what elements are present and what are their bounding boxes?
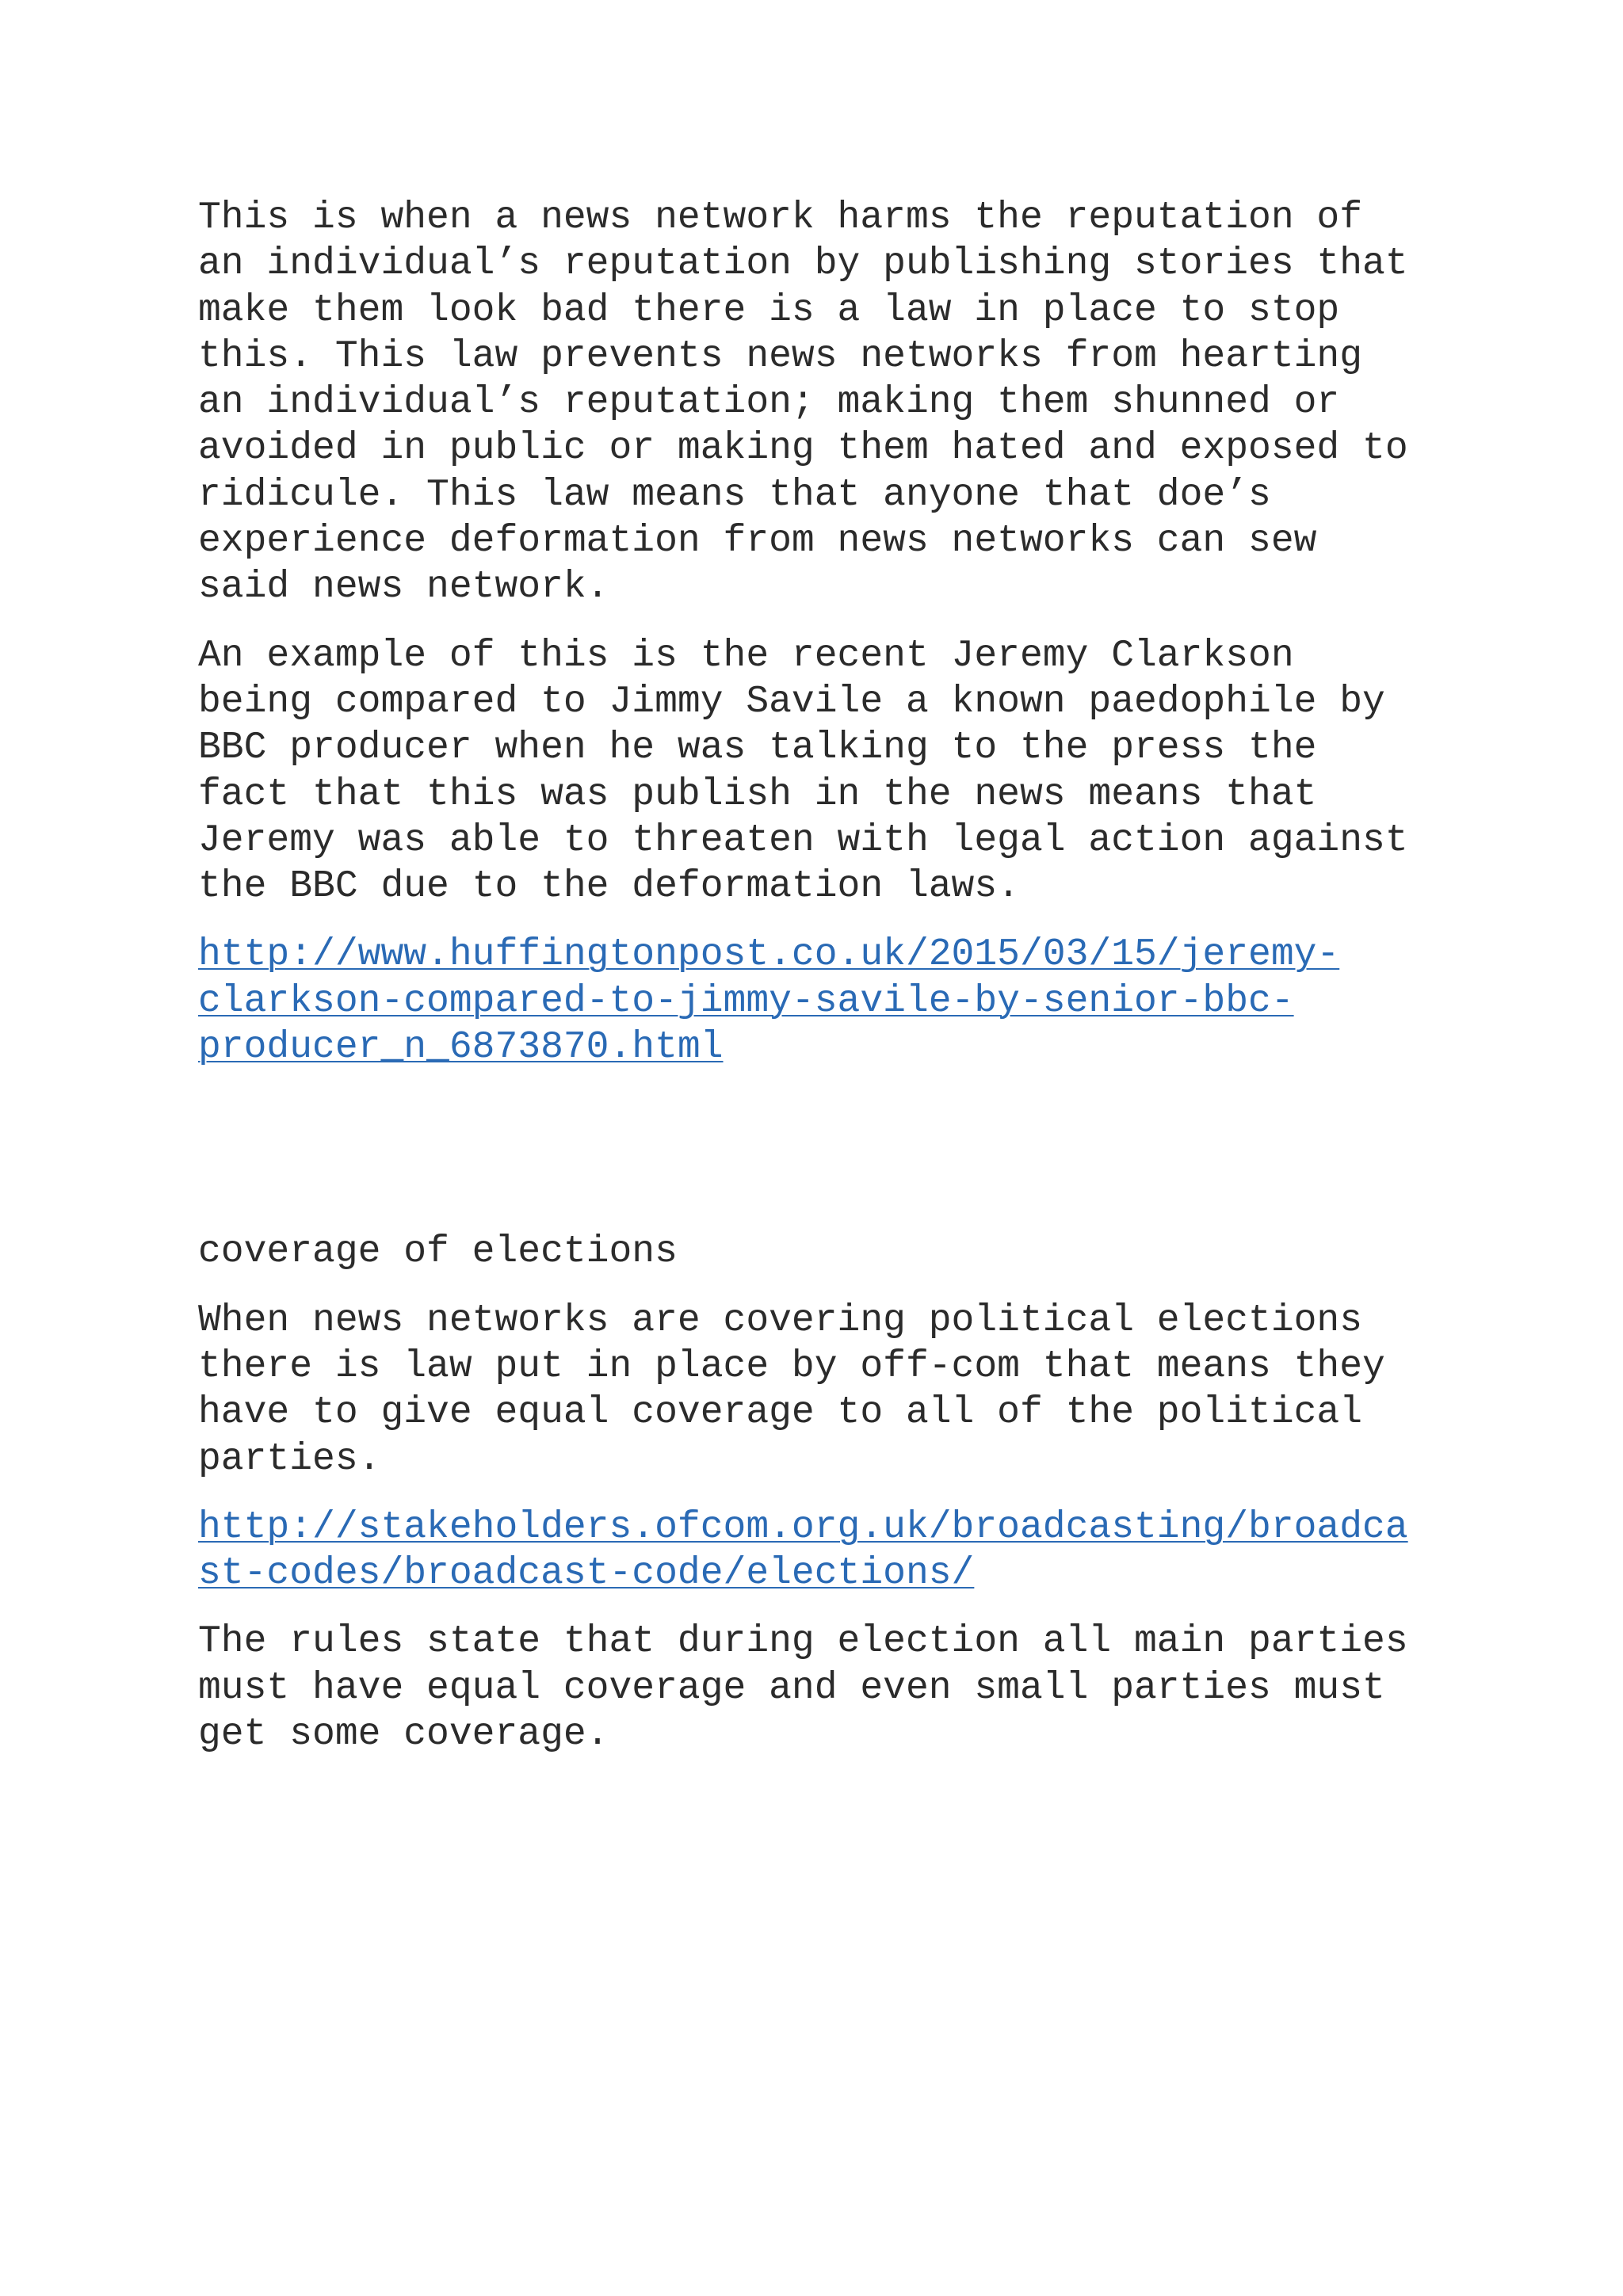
text-line: avoided in public or making them hated and exposed to: [198, 427, 1408, 471]
paragraph-defamation: [198, 195, 1466, 611]
paragraph-elections: [198, 1298, 1466, 1482]
ofcom-link[interactable]: [198, 1505, 1466, 1597]
text-line: When news networks are covering political elections: [198, 1299, 1363, 1342]
text-line: An example of this is the recent Jeremy Clarkson: [198, 634, 1294, 677]
heading-text: coverage of elections: [198, 1230, 678, 1274]
huffingtonpost-link[interactable]: [198, 932, 1466, 1070]
text-line: Jeremy was able to threaten with legal action against: [198, 818, 1408, 862]
text-line: an individual’s reputation by publishing stories that: [198, 242, 1408, 286]
text-line: being compared to Jimmy Savile a known paedophile by: [198, 680, 1385, 723]
text-line: This is when a news network harms the reputation of: [198, 196, 1363, 239]
text-line: ridicule. This law means that anyone that doe’s: [198, 473, 1271, 517]
text-line: have to give equal coverage to all of the political: [198, 1391, 1363, 1435]
text-line: the BBC due to the deformation laws.: [198, 865, 1020, 909]
text-line: get some coverage.: [198, 1713, 609, 1756]
document-body: [198, 195, 1466, 1779]
text-line: The rules state that during election all main parties: [198, 1620, 1408, 1664]
section-heading: [198, 1229, 1466, 1275]
paragraph-example: [198, 633, 1466, 910]
text-line: this. This law prevents news networks from hearting: [198, 334, 1363, 378]
text-line: make them look bad there is a law in place to stop: [198, 288, 1340, 332]
paragraph-rules: [198, 1619, 1466, 1757]
text-line: there is law put in place by off-com that means they: [198, 1344, 1385, 1388]
link-line[interactable]: st-codes/broadcast-code/elections/: [198, 1552, 975, 1596]
text-line: an individual’s reputation; making them shunned or: [198, 381, 1340, 425]
text-line: experience deformation from news networks can sew: [198, 520, 1317, 563]
link-line[interactable]: producer_n_6873870.html: [198, 1026, 724, 1070]
link-line[interactable]: http://stakeholders.ofcom.org.uk/broadcasting/broadca: [198, 1505, 1408, 1549]
text-line: must have equal coverage and even small parties must: [198, 1666, 1385, 1710]
text-line: parties.: [198, 1437, 381, 1481]
text-line: fact that this was publish in the news means that: [198, 772, 1317, 816]
text-line: said news network.: [198, 566, 609, 609]
link-line[interactable]: http://www.huffingtonpost.co.uk/2015/03/15/jeremy-: [198, 933, 1340, 977]
text-line: BBC producer when he was talking to the press the: [198, 727, 1317, 770]
link-line[interactable]: clarkson-compared-to-jimmy-savile-by-senior-bbc-: [198, 979, 1294, 1023]
blank-space: [198, 1093, 1466, 1229]
